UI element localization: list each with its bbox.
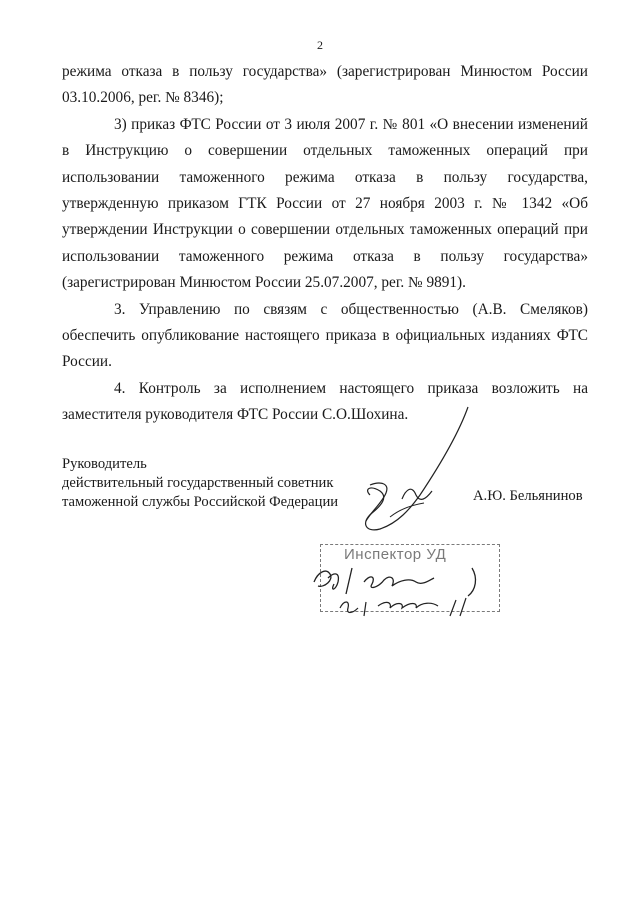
page-number: 2 — [317, 38, 323, 52]
signatory-title-line1: Руководитель — [62, 456, 147, 472]
paragraph-control: 4. Контроль за исполнением настоящего приказа возложить на заместителя руководителя ФТС России С.О.Шохина. — [62, 379, 588, 424]
stamp-text: Инспектор УД — [344, 546, 447, 563]
paragraph-publication: 3. Управлению по связям с общественностью (А.В. Смеляков) обеспечить опубликование настоящего приказа в официальных изданиях ФТС России. — [62, 300, 588, 371]
registration-stamp — [300, 538, 505, 620]
signatory-title — [62, 455, 338, 512]
paragraph-continuation: режима отказа в пользу государства» (зарегистрирован Минюстом России 03.10.2006, рег. № 8346); — [62, 63, 588, 107]
signatory-name: А.Ю. Бельянинов — [473, 488, 583, 504]
document-body — [62, 59, 588, 429]
paragraph-order-801: 3) приказ ФТС России от 3 июля 2007 г. № 801 «О внесении изменений в Инструкцию о совершении отдельных таможенных операций при использовании таможенного режима отказа в пользу государства, утвержденную приказом ГТК России от 27 ноября 2003 г. № 1342 «Об утверждении Инструкции о совершении отдельных таможенных операций при использовании таможенного режима отказа в пользу государства» (зарегистрирован Минюстом России 25.07.2007, рег. № 9891). — [62, 115, 588, 292]
signatory-title-line3: таможенной службы Российской Федерации — [62, 494, 339, 510]
handwritten-signature — [340, 405, 480, 535]
stamp-handwritten-note — [300, 538, 505, 620]
signatory-title-line2: действительный государственный советник — [62, 475, 334, 491]
